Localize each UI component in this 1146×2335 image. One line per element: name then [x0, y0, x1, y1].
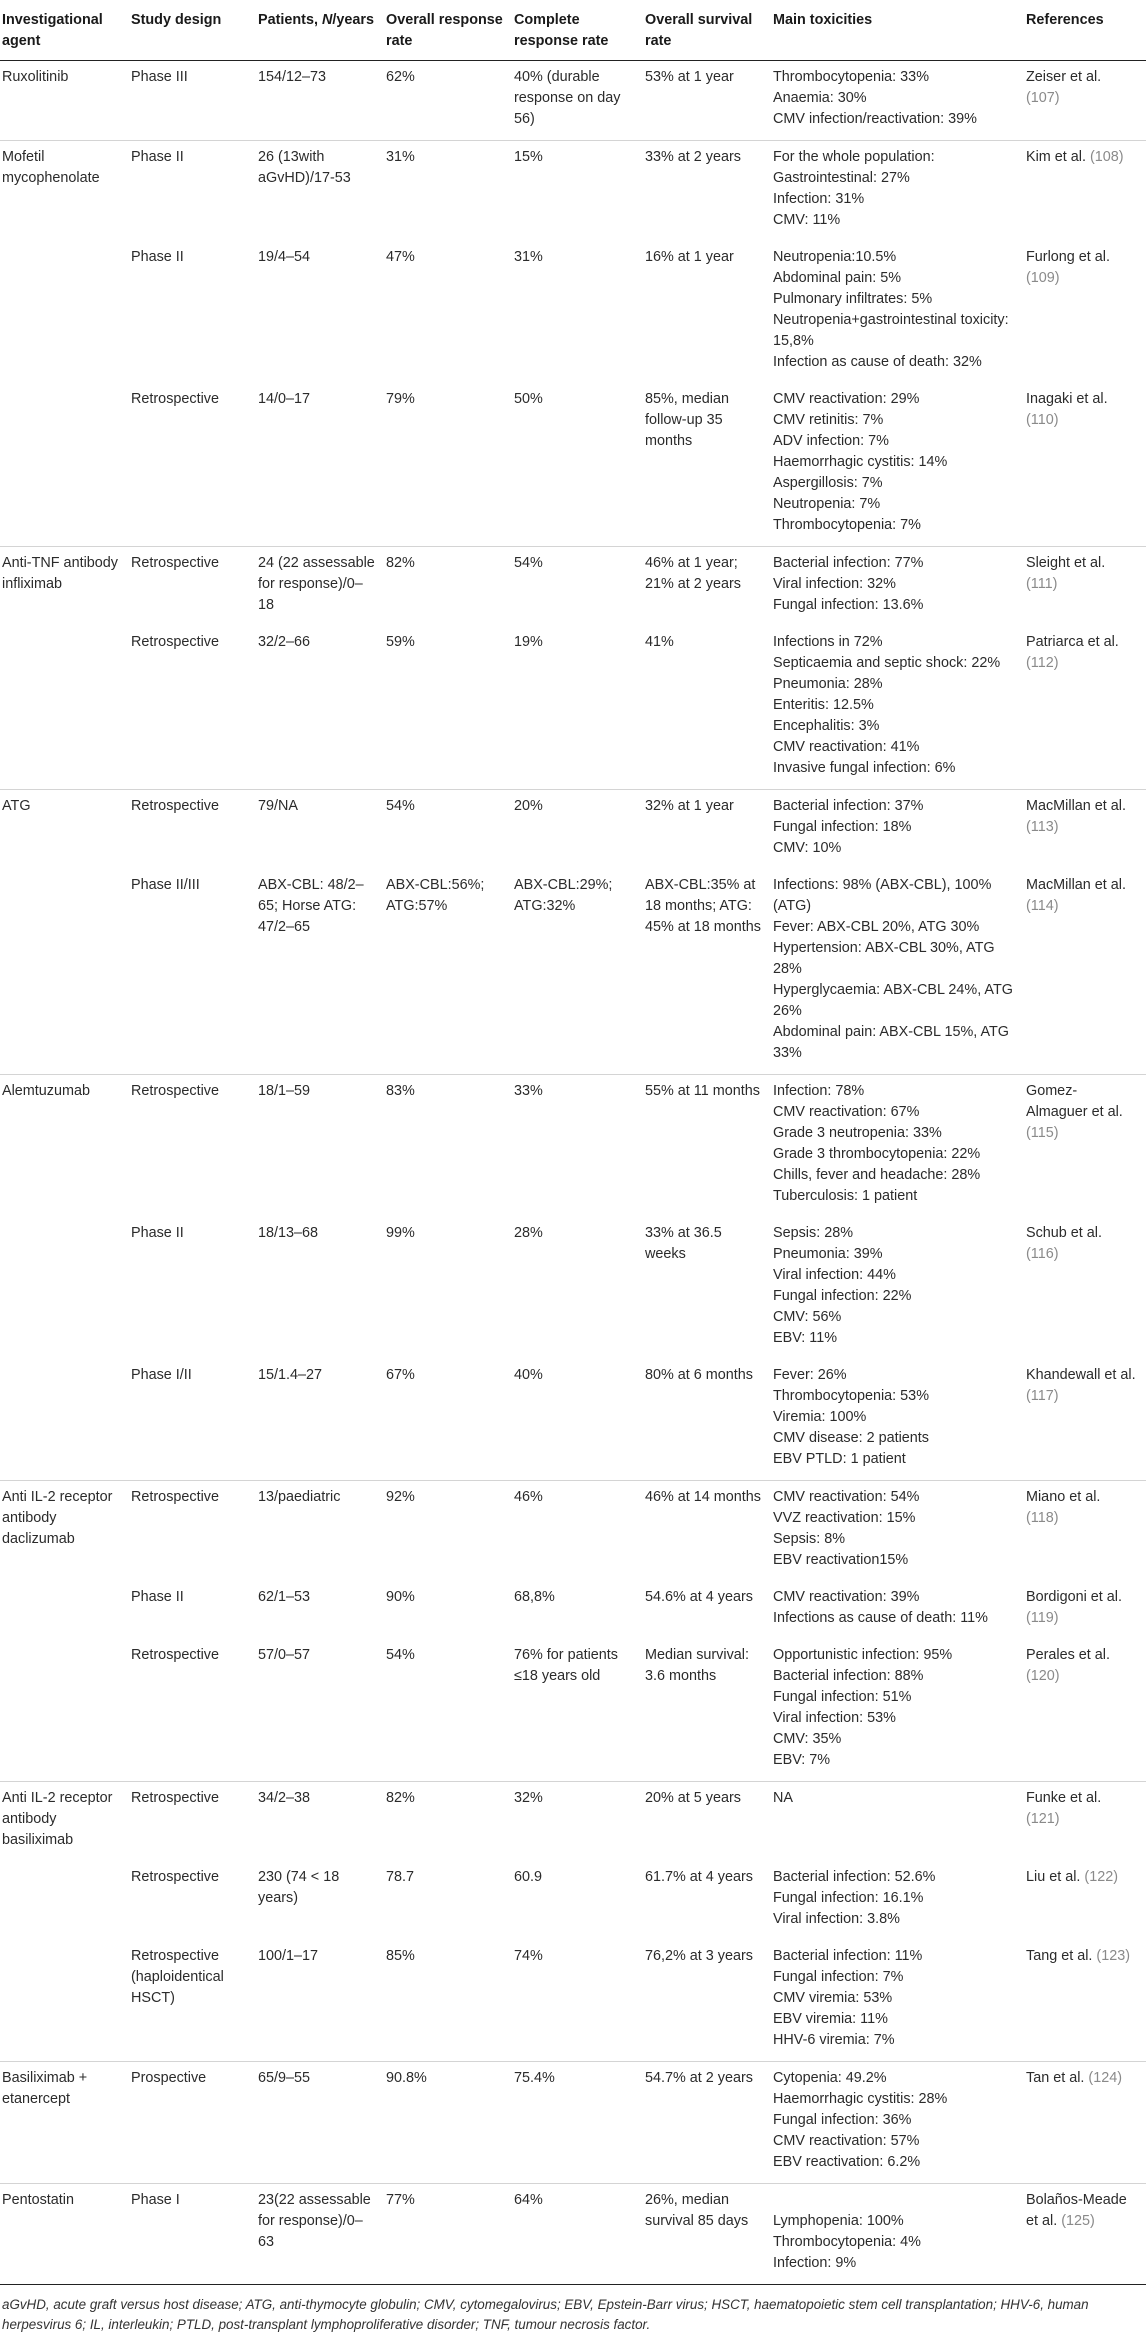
table-row: [0, 1581, 1146, 1639]
cell-overall-response: 54%: [386, 798, 415, 814]
table-row: [0, 1782, 1146, 1862]
cell-reference: [1026, 141, 1146, 242]
cell-overall-response: 78.7: [386, 1869, 415, 1885]
cell-patients: 79/NA: [258, 798, 298, 814]
table-row: [0, 626, 1146, 790]
reference-authors: Miano et al.: [1026, 1489, 1101, 1505]
cell-study-design: Retrospective: [131, 1869, 219, 1885]
header-overall-response: Overall response rate: [386, 4, 514, 61]
cell-complete-response: 50%: [514, 383, 645, 547]
reference-number-link[interactable]: (122): [1084, 1869, 1119, 1885]
cell-complete-response: 20%: [514, 798, 543, 814]
table-row: [0, 2062, 1146, 2184]
reference-authors: Furlong et al.: [1026, 249, 1110, 265]
cell-agent: [0, 1861, 131, 1940]
cell-study-design: Phase II: [131, 149, 184, 165]
cell-overall-survival: Median survival: 3.6 months: [645, 1639, 773, 1782]
cell-overall-response: 54%: [386, 1639, 514, 1782]
table-row: [0, 1481, 1146, 1582]
cell-agent: [0, 1940, 131, 2062]
cell-study-design: Phase II: [131, 249, 184, 265]
reference-authors: Gomez-Almaguer et al.: [1026, 1083, 1123, 1120]
cell-main-toxicities: Thrombocytopenia: 33% Anaemia: 30% CMV infection/reactivation: 39%: [773, 61, 1026, 141]
cell-agent: Basiliximab + etanercept: [0, 2062, 131, 2184]
cell-overall-survival: 55% at 11 months: [645, 1083, 760, 1099]
table-row: [0, 61, 1146, 141]
cell-reference: [1026, 1861, 1146, 1940]
header-agent: Investigational agent: [0, 4, 131, 61]
cell-reference: [1026, 547, 1146, 627]
cell-reference: [1026, 383, 1146, 547]
cell-reference: [1026, 2062, 1146, 2184]
cell-patients: 18/1–59: [258, 1083, 311, 1099]
cell-study-design: Retrospective (haploidentical HSCT): [131, 1940, 258, 2062]
cell-reference: [1026, 626, 1146, 790]
cell-reference: [1026, 1782, 1146, 1862]
cell-patients: 13/paediatric: [258, 1489, 341, 1505]
cell-complete-response: 60.9: [514, 1869, 543, 1885]
cell-agent: Anti IL-2 receptor antibody basiliximab: [2, 1790, 113, 1848]
cell-overall-response: 47%: [386, 249, 415, 265]
reference-number-link[interactable]: (116): [1026, 1246, 1059, 1262]
cell-patients: 26 (13with aGvHD)/17-53: [258, 149, 351, 186]
cell-main-toxicities: CMV reactivation: 39% Infections as cause of death: 11%: [773, 1589, 988, 1626]
cell-reference: [1026, 1940, 1146, 2062]
cell-reference: [1026, 241, 1146, 383]
cell-patients: 14/0–17: [258, 383, 386, 547]
cell-main-toxicities: CMV reactivation: 29% CMV retinitis: 7% ADV infection: 7% Haemorrhagic cystitis: 14% Aspergillosis: 7% Neutropenia: 7% Thrombocytopenia: 7%: [773, 383, 1026, 547]
cell-overall-survival: 80% at 6 months: [645, 1359, 773, 1481]
cell-complete-response: 68,8%: [514, 1589, 555, 1605]
cell-overall-survival: 61.7% at 4 years: [645, 1869, 753, 1885]
cell-agent: ATG: [2, 798, 31, 814]
cell-patients: 154/12–73: [258, 61, 386, 141]
cell-overall-survival: 76,2% at 3 years: [645, 1940, 773, 2062]
cell-overall-survival: 33% at 36.5 weeks: [645, 1225, 722, 1262]
reference-number-link[interactable]: (107): [1026, 90, 1060, 106]
reference-number-link[interactable]: (109): [1026, 270, 1060, 286]
cell-complete-response: ABX-CBL:29%; ATG:32%: [514, 869, 645, 1075]
cell-agent: Anti IL-2 receptor antibody daclizumab: [2, 1489, 113, 1547]
cell-agent: [0, 1217, 131, 1359]
header-complete-response: Complete response rate: [514, 4, 645, 61]
cell-patients: 18/13–68: [258, 1225, 319, 1241]
cell-complete-response: 40% (durable response on day 56): [514, 61, 645, 141]
cell-overall-survival: 26%, median survival 85 days: [645, 2184, 773, 2285]
cell-complete-response: 32%: [514, 1790, 543, 1806]
cell-main-toxicities: Bacterial infection: 11% Fungal infection: 7% CMV viremia: 53% EBV viremia: 11% HHV-6 viremia: 7%: [773, 1940, 1026, 2062]
reference-authors: Patriarca et al.: [1026, 634, 1119, 650]
cell-complete-response: 75.4%: [514, 2062, 645, 2184]
reference-number-link[interactable]: (110): [1026, 412, 1059, 428]
cell-overall-survival: 54.7% at 2 years: [645, 2062, 773, 2184]
cell-agent: [0, 241, 131, 383]
reference-authors: Khandewall et al.: [1026, 1367, 1136, 1383]
cell-complete-response: 31%: [514, 249, 543, 265]
reference-authors: Funke et al.: [1026, 1790, 1102, 1806]
cell-overall-survival: 53% at 1 year: [645, 61, 773, 141]
cell-overall-response: 31%: [386, 149, 415, 165]
table-row: [0, 241, 1146, 383]
reference-authors: MacMillan et al.: [1026, 798, 1126, 814]
cell-overall-response: 90%: [386, 1589, 415, 1605]
cell-overall-response: 77%: [386, 2184, 514, 2285]
cell-reference: [1026, 1581, 1146, 1639]
cell-main-toxicities: Infection: 78% CMV reactivation: 67% Grade 3 neutropenia: 33% Grade 3 thrombocytopenia: 22% Chills, fever and headache: 28% Tuberculosis: 1 patient: [773, 1083, 981, 1204]
reference-authors: Bordigoni et al.: [1026, 1589, 1122, 1605]
cell-patients: 24 (22 assessable for response)/0–18: [258, 555, 375, 613]
reference-authors: MacMillan et al.: [1026, 877, 1126, 893]
cell-study-design: Phase II: [131, 1589, 184, 1605]
reference-number-link[interactable]: (118): [1026, 1510, 1059, 1526]
cell-study-design: Phase I: [131, 2184, 258, 2285]
table-row: [0, 383, 1146, 547]
cell-study-design: Retrospective: [131, 1489, 219, 1505]
cell-complete-response: 33%: [514, 1083, 543, 1099]
cell-agent: [0, 869, 131, 1075]
reference-number-link[interactable]: (114): [1026, 898, 1059, 914]
cell-main-toxicities: Sepsis: 28% Pneumonia: 39% Viral infection: 44% Fungal infection: 22% CMV: 56% EBV: 11%: [773, 1225, 912, 1346]
reference-number-link[interactable]: (117): [1026, 1388, 1059, 1404]
cell-overall-survival: 32% at 1 year: [645, 798, 734, 814]
cell-patients: 230 (74 < 18 years): [258, 1869, 340, 1906]
cell-main-toxicities: Bacterial infection: 52.6% Fungal infection: 16.1% Viral infection: 3.8%: [773, 1869, 936, 1927]
header-overall-survival: Overall survival rate: [645, 4, 773, 61]
table-body: [0, 61, 1146, 2285]
cell-agent: Pentostatin: [0, 2184, 131, 2285]
cell-overall-response: 79%: [386, 383, 514, 547]
cell-study-design: Retrospective: [131, 1083, 219, 1099]
cell-patients: 62/1–53: [258, 1589, 311, 1605]
table-row: [0, 141, 1146, 242]
cell-agent: [0, 1359, 131, 1481]
reference-number-link[interactable]: (108): [1089, 149, 1124, 165]
cell-reference: [1026, 790, 1146, 870]
cell-main-toxicities: Infections: 98% (ABX-CBL), 100% (ATG) Fever: ABX-CBL 20%, ATG 30% Hypertension: ABX-CBL 30%, ATG 28% Hyperglycaemia: ABX-CBL 24%, ATG 26% Abdominal pain: ABX-CBL 15%, ATG 33%: [773, 869, 1026, 1075]
cell-overall-response: 99%: [386, 1225, 415, 1241]
cell-patients: 100/1–17: [258, 1940, 386, 2062]
header-study-design: Study design: [131, 4, 258, 61]
reference-authors: Tang et al.: [1026, 1948, 1097, 1964]
cell-patients: 19/4–54: [258, 249, 311, 265]
header-references: References: [1026, 4, 1146, 61]
reference-number-link[interactable]: (124): [1088, 2070, 1123, 2086]
reference-number-link[interactable]: (123): [1096, 1948, 1131, 1964]
reference-authors: Schub et al.: [1026, 1225, 1103, 1241]
cell-overall-survival: 20% at 5 years: [645, 1790, 741, 1806]
cell-overall-response: 82%: [386, 555, 415, 571]
table-row: [0, 790, 1146, 870]
cell-agent: Anti-TNF antibody infliximab: [2, 555, 118, 592]
cell-patients: 23(22 assessable for response)/0–63: [258, 2184, 386, 2285]
cell-reference: [1026, 2184, 1146, 2285]
cell-main-toxicities: Cytopenia: 49.2% Haemorrhagic cystitis: 28% Fungal infection: 36% CMV reactivation: 57% EBV reactivation: 6.2%: [773, 2062, 1026, 2184]
header-patients: Patients, N/years: [258, 4, 386, 61]
table-row: [0, 1075, 1146, 1218]
cell-study-design: Phase III: [131, 61, 258, 141]
cell-main-toxicities: Lymphopenia: 100% Thrombocytopenia: 4% Infection: 9%: [773, 2184, 1026, 2285]
cell-study-design: Retrospective: [131, 626, 258, 790]
cell-agent: [0, 383, 131, 547]
cell-study-design: Phase II/III: [131, 869, 258, 1075]
cell-overall-response: 67%: [386, 1359, 514, 1481]
reference-number-link[interactable]: (111): [1026, 576, 1058, 592]
cell-overall-survival: 46% at 14 months: [645, 1489, 761, 1505]
cell-study-design: Prospective: [131, 2062, 258, 2184]
cell-main-toxicities: Opportunistic infection: 95% Bacterial infection: 88% Fungal infection: 51% Viral infection: 53% CMV: 35% EBV: 7%: [773, 1639, 1026, 1782]
cell-overall-response: 85%: [386, 1940, 514, 2062]
reference-number-link[interactable]: (115): [1026, 1125, 1059, 1141]
table-row: [0, 1861, 1146, 1940]
table-row: [0, 1359, 1146, 1481]
reference-number-link[interactable]: (125): [1061, 2213, 1095, 2229]
table-row: [0, 2184, 1146, 2285]
cell-overall-response: 59%: [386, 626, 514, 790]
cell-overall-response: 92%: [386, 1489, 415, 1505]
cell-study-design: Retrospective: [131, 798, 219, 814]
cell-overall-survival: 33% at 2 years: [645, 149, 741, 165]
table-row: [0, 1940, 1146, 2062]
cell-reference: [1026, 869, 1146, 1075]
table-row: [0, 1639, 1146, 1782]
cell-overall-response: 90.8%: [386, 2062, 514, 2184]
cell-complete-response: 46%: [514, 1489, 543, 1505]
cell-reference: [1026, 1359, 1146, 1481]
cell-main-toxicities: For the whole population: Gastrointestinal: 27% Infection: 31% CMV: 11%: [773, 149, 935, 228]
cell-main-toxicities: NA: [773, 1790, 793, 1806]
cell-main-toxicities: Bacterial infection: 77% Viral infection: 32% Fungal infection: 13.6%: [773, 555, 924, 613]
cell-patients: 65/9–55: [258, 2062, 386, 2184]
reference-authors: Bolaños-Meade et al.: [1026, 2192, 1127, 2229]
cell-main-toxicities: Bacterial infection: 37% Fungal infection: 18% CMV: 10%: [773, 798, 924, 856]
cell-main-toxicities: Infections in 72% Septicaemia and septic shock: 22% Pneumonia: 28% Enteritis: 12.5% Encephalitis: 3% CMV reactivation: 41% Invasive fungal infection: 6%: [773, 626, 1026, 790]
cell-complete-response: 40%: [514, 1359, 645, 1481]
cell-agent: [0, 1581, 131, 1639]
reference-authors: Inagaki et al.: [1026, 391, 1108, 407]
cell-complete-response: 28%: [514, 1225, 543, 1241]
cell-patients: ABX-CBL: 48/2–65; Horse ATG: 47/2–65: [258, 869, 386, 1075]
cell-main-toxicities: Fever: 26% Thrombocytopenia: 53% Viremia: 100% CMV disease: 2 patients EBV PTLD: 1 patient: [773, 1359, 1026, 1481]
header-main-toxicities: Main toxicities: [773, 4, 1026, 61]
cell-patients: 15/1.4–27: [258, 1359, 386, 1481]
table-row: [0, 869, 1146, 1075]
cell-complete-response: 74%: [514, 1940, 645, 2062]
cell-complete-response: 19%: [514, 626, 645, 790]
reference-authors: Sleight et al.: [1026, 555, 1106, 571]
cell-patients: 32/2–66: [258, 626, 386, 790]
cell-complete-response: 15%: [514, 149, 543, 165]
toxicity-table: [0, 4, 1146, 2285]
cell-main-toxicities: CMV reactivation: 54% VVZ reactivation: 15% Sepsis: 8% EBV reactivation15%: [773, 1489, 920, 1568]
reference-authors: Kim et al.: [1026, 149, 1090, 165]
cell-overall-survival: ABX-CBL:35% at 18 months; ATG: 45% at 18 months: [645, 869, 773, 1075]
table-footnote: aGvHD, acute graft versus host disease; ATG, anti-thymocyte globulin; CMV, cytomegalovirus; EBV, Epstein-Barr virus; HSCT, haematopoietic stem cell transplantation; HHV-6, human herpesvirus 6; IL, interleukin; PTLD, post-transplant lymphoproliferative disorder; TNF, tumour necrosis factor.: [2, 2297, 1089, 2332]
cell-agent: Alemtuzumab: [2, 1083, 90, 1099]
cell-study-design: Retrospective: [131, 1639, 258, 1782]
reference-number-link[interactable]: (113): [1026, 819, 1059, 835]
reference-number-link[interactable]: (119): [1026, 1610, 1059, 1626]
cell-agent: Mofetil mycophenolate: [2, 149, 100, 186]
cell-overall-survival: 54.6% at 4 years: [645, 1589, 753, 1605]
cell-patients: 34/2–38: [258, 1790, 311, 1806]
table-header: [0, 4, 1146, 61]
cell-reference: [1026, 61, 1146, 141]
cell-overall-response: 83%: [386, 1083, 415, 1099]
cell-patients: 57/0–57: [258, 1639, 386, 1782]
cell-complete-response: 76% for patients ≤18 years old: [514, 1639, 645, 1782]
reference-authors: Tan et al.: [1026, 2070, 1089, 2086]
cell-agent: Ruxolitinib: [0, 61, 131, 141]
cell-overall-survival: 85%, median follow-up 35 months: [645, 383, 773, 547]
table-row: [0, 547, 1146, 627]
cell-reference: [1026, 1639, 1146, 1782]
cell-reference: [1026, 1217, 1146, 1359]
cell-complete-response: 54%: [514, 555, 543, 571]
cell-overall-survival: 41%: [645, 626, 773, 790]
reference-authors: Zeiser et al.: [1026, 69, 1102, 85]
cell-main-toxicities: Neutropenia:10.5% Abdominal pain: 5% Pulmonary infiltrates: 5% Neutropenia+gastrointestinal toxicity: 15,8% Infection as cause of death: 32%: [773, 249, 1009, 370]
reference-number-link[interactable]: (112): [1026, 655, 1059, 671]
cell-study-design: Retrospective: [131, 555, 219, 571]
cell-overall-survival: 46% at 1 year; 21% at 2 years: [645, 555, 741, 592]
cell-agent: [0, 1639, 131, 1782]
cell-study-design: Retrospective: [131, 383, 258, 547]
cell-overall-response: 62%: [386, 61, 514, 141]
table-row: [0, 1217, 1146, 1359]
cell-overall-survival: 16% at 1 year: [645, 249, 734, 265]
reference-authors: Liu et al.: [1026, 1869, 1085, 1885]
cell-reference: [1026, 1075, 1146, 1218]
cell-overall-response: ABX-CBL:56%; ATG:57%: [386, 869, 514, 1075]
reference-authors: Perales et al.: [1026, 1647, 1110, 1663]
cell-study-design: Retrospective: [131, 1790, 219, 1806]
cell-study-design: Phase II: [131, 1225, 184, 1241]
cell-overall-response: 82%: [386, 1790, 415, 1806]
cell-complete-response: 64%: [514, 2184, 645, 2285]
cell-agent: [0, 626, 131, 790]
reference-number-link[interactable]: (121): [1026, 1811, 1060, 1827]
cell-study-design: Phase I/II: [131, 1359, 258, 1481]
cell-reference: [1026, 1481, 1146, 1582]
reference-number-link[interactable]: (120): [1026, 1668, 1060, 1684]
